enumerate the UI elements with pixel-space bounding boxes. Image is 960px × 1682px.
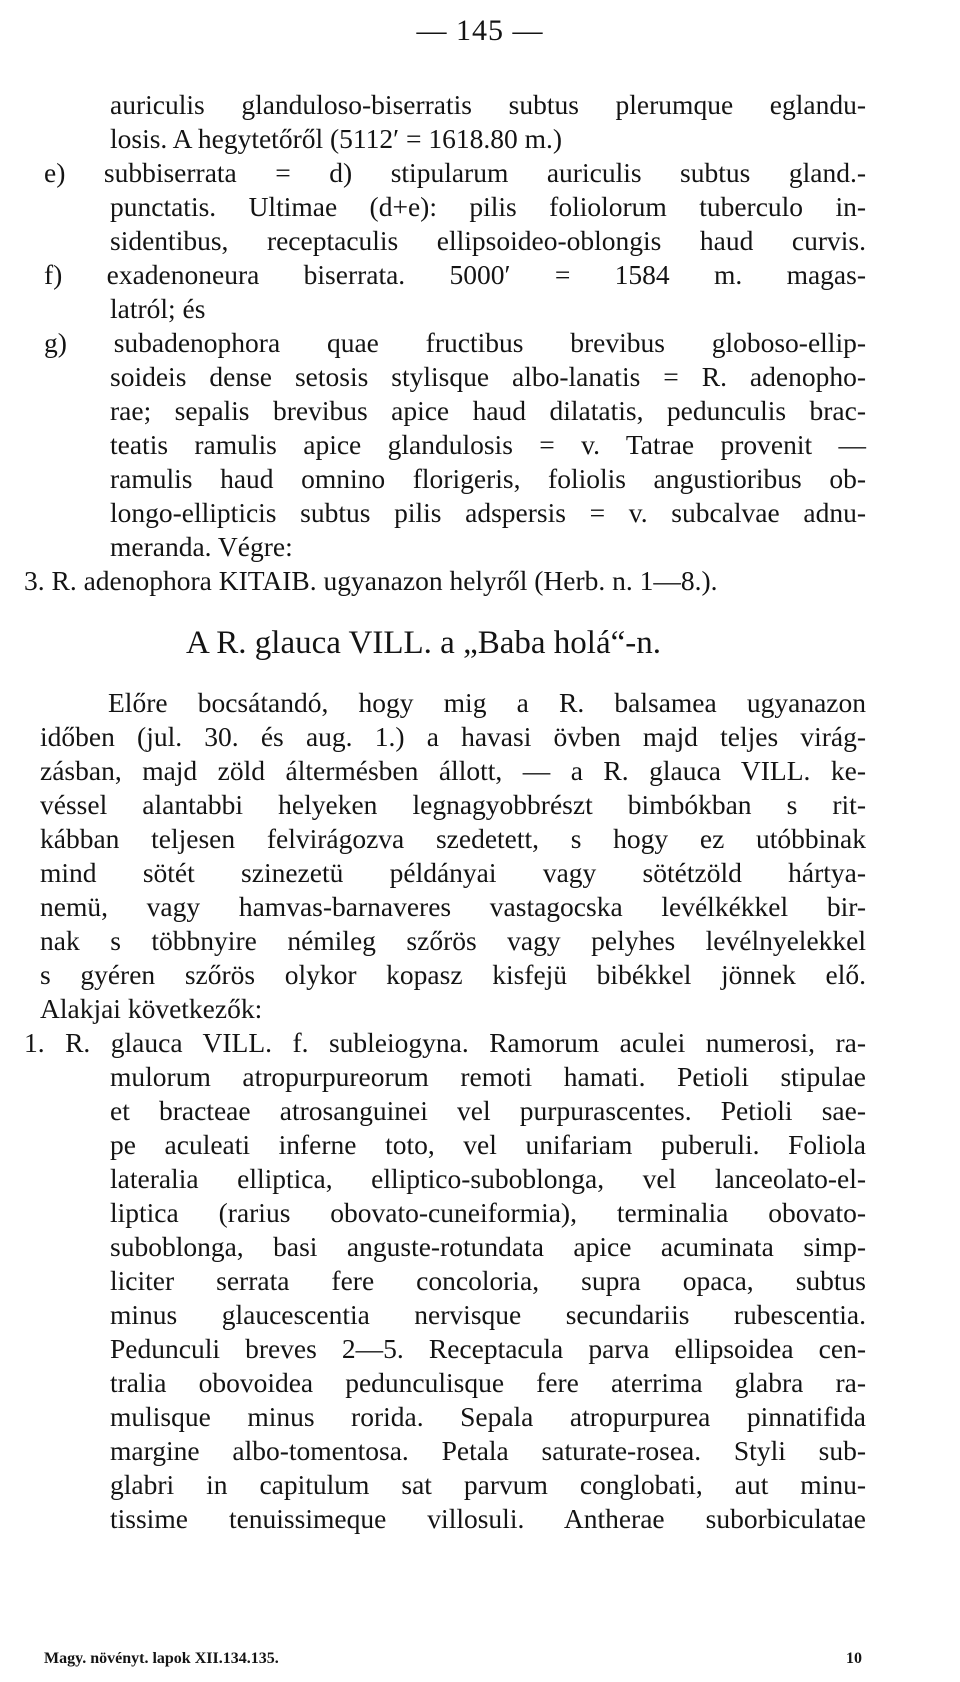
text-line: f) exadenoneura biserrata. 5000′ = 1584 m. magas- — [44, 259, 866, 290]
text-line: teatis ramulis apice glandulosis = v. Tatrae provenit — — [110, 429, 866, 460]
text-line: et bracteae atrosanguinei vel purpurascentes. Petioli sae- — [110, 1095, 866, 1126]
text-line: nak s többnyire némileg szőrös vagy pelyhes levélnyelekkel — [40, 925, 866, 956]
text-line: kábban teljesen felvirágozva szedetett, s hogy ez utóbbinak — [40, 823, 866, 854]
text-line: meranda. Végre: — [110, 531, 293, 562]
section-heading: A R. glauca VILL. a „Baba holá“-n. — [186, 625, 661, 661]
text-line: e) subbiserrata = d) stipularum auriculis subtus gland.- — [44, 157, 866, 188]
text-line: tissime tenuissimeque villosuli. Antherae suborbiculatae — [110, 1503, 866, 1534]
footer-sheet-number: 10 — [846, 1650, 862, 1667]
text-line: Pedunculi breves 2—5. Receptacula parva ellipsoidea cen- — [110, 1333, 866, 1364]
text-line: időben (jul. 30. és aug. 1.) a havasi övben majd teljes virág- — [40, 721, 866, 752]
text-line: liptica (rarius obovato-cuneiformia), terminalia obovato- — [110, 1197, 866, 1228]
text-line: auriculis glanduloso-biserratis subtus plerumque eglandu- — [110, 89, 866, 120]
text-line: punctatis. Ultimae (d+e): pilis foliolorum tuberculo in- — [110, 191, 866, 222]
text-line: rae; sepalis brevibus apice haud dilatatis, pedunculis brac- — [110, 395, 866, 426]
text-line: sidentibus, receptaculis ellipsoideo-oblongis haud curvis. — [110, 225, 866, 256]
text-line: tralia obovoidea pedunculisque fere aterrima glabra ra- — [110, 1367, 866, 1398]
text-line: pe aculeati inferne toto, vel unifariam puberuli. Foliola — [110, 1129, 866, 1160]
text-line: véssel alantabbi helyeken legnagyobbrészt bimbókban s rit- — [40, 789, 866, 820]
page-number: — 145 — — [416, 14, 544, 47]
text-line: mulisque minus rorida. Sepala atropurpurea pinnatifida — [110, 1401, 866, 1432]
text-line: suboblonga, basi anguste-rotundata apice acuminata simp- — [110, 1231, 866, 1262]
text-line: zásban, majd zöld áltermésben állott, — a R. glauca VILL. ke- — [40, 755, 866, 786]
text-line: nemü, vagy hamvas-barnaveres vastagocska levélkékkel bir- — [40, 891, 866, 922]
text-line: minus glaucescentia nervisque secundariis rubescentia. — [110, 1299, 866, 1330]
text-line: 3. R. adenophora KITAIB. ugyanazon helyről (Herb. n. 1—8.). — [24, 565, 718, 596]
text-line: mind sötét szinezetü példányai vagy sötétzöld hártya- — [40, 857, 866, 888]
text-line: ramulis haud omnino florigeris, foliolis angustioribus ob- — [110, 463, 866, 494]
text-line: losis. A hegytetőről (5112′ = 1618.80 m.) — [110, 123, 563, 154]
footer-signature: Magy. növényt. lapok XII.134.135. — [44, 1650, 279, 1667]
text-line: glabri in capitulum sat parvum conglobati, aut minu- — [110, 1469, 866, 1500]
text-line: longo-ellipticis subtus pilis adspersis = v. subcalvae adnu- — [110, 497, 866, 528]
text-line: g) subadenophora quae fructibus brevibus globoso-ellip- — [44, 327, 866, 358]
text-line: soideis dense setosis stylisque albo-lanatis = R. adenopho- — [110, 361, 866, 392]
text-line: Alakjai következők: — [40, 993, 263, 1024]
text-line: latról; és — [110, 293, 206, 324]
text-line: Előre bocsátandó, hogy mig a R. balsamea ugyanazon — [108, 687, 866, 718]
text-line: margine albo-tomentosa. Petala saturate-rosea. Styli sub- — [110, 1435, 866, 1466]
text-line: 1. R. glauca VILL. f. subleiogyna. Ramorum aculei numerosi, ra- — [24, 1027, 866, 1058]
text-line: mulorum atropurpureorum remoti hamati. Petioli stipulae — [110, 1061, 866, 1092]
text-line: s gyéren szőrös olykor kopasz kisfejü bibékkel jönnek elő. — [40, 959, 866, 990]
text-line: liciter serrata fere concoloria, supra opaca, subtus — [110, 1265, 866, 1296]
text-line: lateralia elliptica, elliptico-suboblonga, vel lanceolato-el- — [110, 1163, 866, 1194]
